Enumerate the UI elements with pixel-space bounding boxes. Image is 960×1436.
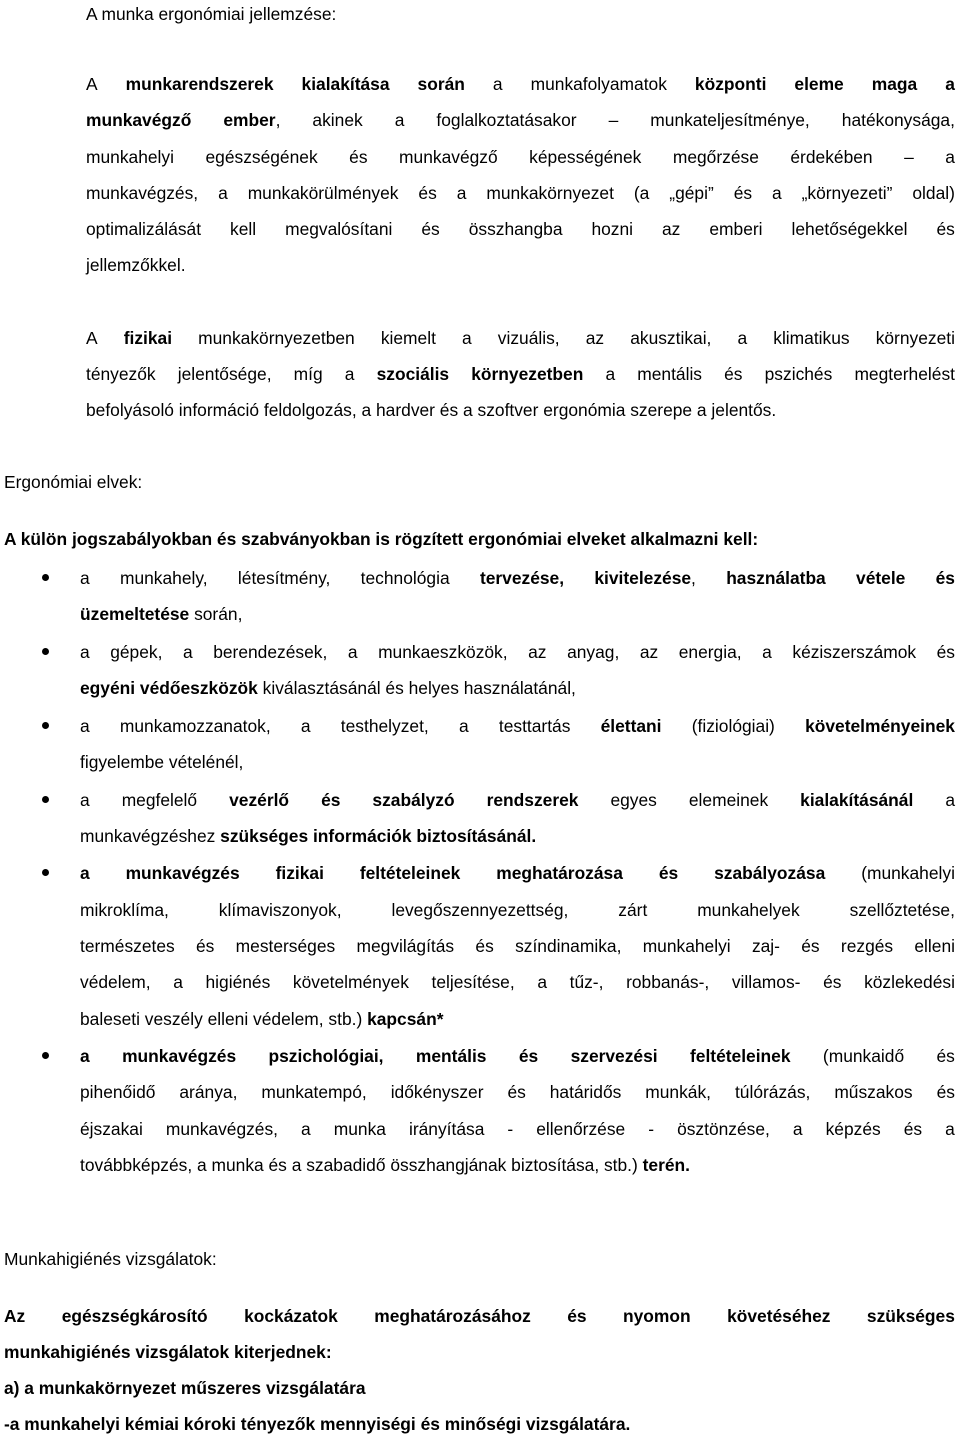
- word: a: [182, 642, 193, 662]
- word: követelményeinek: [805, 716, 955, 736]
- word: a: [80, 642, 90, 662]
- word: munkakörülmények: [247, 183, 399, 203]
- bold-text: szükséges információk biztosításánál.: [220, 826, 537, 846]
- word: A: [86, 74, 98, 94]
- paragraph-line: [86, 218, 955, 240]
- paragraph-line: [86, 254, 186, 276]
- word: határidős: [549, 1082, 622, 1102]
- text: figyelembe vételénél,: [80, 752, 244, 772]
- word: irányítása: [408, 1119, 485, 1139]
- word: védelem,: [80, 972, 151, 992]
- word: (munkaidő: [822, 1046, 905, 1066]
- word: kell: [230, 219, 257, 239]
- word: és: [196, 936, 215, 956]
- word: a: [300, 716, 311, 736]
- ergonomiai-elvek-intro: A külön jogszabályokban és szabványokban is rögzített ergonómiai elveket alkalmazni kell:: [4, 529, 759, 549]
- word: a: [344, 364, 355, 384]
- word: kiemelt: [380, 328, 436, 348]
- word: közlekedési: [864, 972, 955, 992]
- word: megőrzése: [672, 147, 759, 167]
- word: klimatikus: [773, 328, 850, 348]
- section-heading-munka-ergonomiai: A munka ergonómiai jellemzése:: [86, 4, 337, 24]
- list-item-line: [80, 899, 955, 921]
- word: (fiziológiai): [691, 716, 775, 736]
- word: feltételeinek: [690, 1046, 791, 1066]
- word: rezgés: [840, 936, 894, 956]
- word: ember,: [223, 110, 281, 130]
- word: és: [936, 219, 955, 239]
- word: és: [823, 972, 842, 992]
- bullet-icon: [42, 1052, 49, 1059]
- word: során: [417, 74, 465, 94]
- word: megfelelő: [121, 790, 198, 810]
- word: elleni: [914, 936, 955, 956]
- word: képességének: [529, 147, 642, 167]
- word: és: [935, 568, 955, 588]
- word: munkavégzés,: [165, 1119, 279, 1139]
- paragraph-line: [86, 182, 955, 204]
- word: munkamozzanatok,: [119, 716, 271, 736]
- word: munkakörnyezetben: [198, 328, 355, 348]
- word: „gépi”: [669, 183, 714, 203]
- text: során,: [189, 604, 243, 624]
- word: az: [585, 328, 605, 348]
- bold-text: üzemeltetése: [80, 604, 190, 624]
- word: meghatározása: [496, 863, 623, 883]
- word: és: [321, 790, 341, 810]
- word: munkahelyi: [642, 936, 731, 956]
- word: A: [86, 328, 98, 348]
- munkahigienes-intro-line1: [4, 1305, 955, 1327]
- bold-text: kapcsán*: [367, 1009, 444, 1029]
- word: a: [492, 74, 503, 94]
- word: higiénés: [205, 972, 271, 992]
- word: és: [418, 183, 437, 203]
- word: munka: [333, 1119, 386, 1139]
- word: munkahelyi: [86, 147, 174, 167]
- word: az: [528, 642, 547, 662]
- bold-text: terén.: [642, 1155, 690, 1175]
- word: és: [903, 1119, 923, 1139]
- word: és: [518, 1046, 539, 1066]
- list-item-line: [80, 1118, 955, 1140]
- word: érdekében: [790, 147, 873, 167]
- text: továbbképzés, a munka és a szabadidő összhangjának biztosítása, stb.): [80, 1155, 643, 1175]
- word: a: [80, 863, 90, 883]
- list-item-line: [80, 1154, 690, 1176]
- word: az: [662, 219, 681, 239]
- word: anyag,: [567, 642, 620, 662]
- word: megterhelést: [854, 364, 955, 384]
- word: (a: [633, 183, 650, 203]
- word: és: [733, 183, 753, 203]
- list-item-line: [80, 935, 955, 957]
- list-item-line: [80, 567, 955, 589]
- word: kéziszerszámok: [792, 642, 917, 662]
- paragraph-line: [86, 73, 955, 95]
- word: és: [936, 1082, 955, 1102]
- word: pihenőidő: [80, 1082, 156, 1102]
- word: -: [648, 1119, 655, 1139]
- word: és: [421, 219, 440, 239]
- word: nyomon: [623, 1306, 691, 1326]
- word: villamos-: [731, 972, 801, 992]
- word: elemeinek: [688, 790, 769, 810]
- list-item-line: [80, 641, 955, 663]
- text: jellemzőkkel.: [86, 255, 186, 275]
- word: a: [80, 716, 90, 736]
- word: mentális: [415, 1046, 487, 1066]
- word: kialakításánál: [800, 790, 914, 810]
- word: feltételeinek: [359, 863, 461, 883]
- word: eleme: [794, 74, 844, 94]
- paragraph-line: [86, 399, 776, 421]
- word: ellenőrzése: [536, 1119, 626, 1139]
- word: pszichológiai,: [268, 1046, 384, 1066]
- word: munkatempó,: [261, 1082, 367, 1102]
- word: a: [945, 147, 955, 167]
- section-heading-ergonomiai-elvek: Ergonómiai elvek:: [4, 472, 143, 492]
- word: jelentősége,: [177, 364, 272, 384]
- list-item-line: [80, 1081, 955, 1103]
- word: a: [458, 716, 469, 736]
- word: túlórázás,: [734, 1082, 811, 1102]
- word: vizuális,: [497, 328, 560, 348]
- word: szükséges: [866, 1306, 955, 1326]
- word: míg: [293, 364, 323, 384]
- list-item-line: [80, 789, 955, 811]
- word: mikroklíma,: [80, 900, 169, 920]
- word: tűz-,: [569, 972, 604, 992]
- word: központi: [694, 74, 767, 94]
- word: munkakörnyezet: [486, 183, 614, 203]
- word: gépek,: [110, 642, 163, 662]
- word: munkavégzés: [125, 863, 240, 883]
- word: tervezése,: [479, 568, 565, 588]
- word: időkényszer: [390, 1082, 484, 1102]
- word: a: [80, 1046, 90, 1066]
- word: munkahelyek: [697, 900, 800, 920]
- word: létesítmény,: [237, 568, 331, 588]
- word: akusztikai,: [630, 328, 712, 348]
- word: kockázatok: [244, 1306, 338, 1326]
- munkahigienes-item-a: a) a munkakörnyezet műszeres vizsgálatára: [4, 1378, 366, 1398]
- list-item-line: [80, 825, 536, 847]
- bullet-icon: [42, 574, 49, 581]
- word: a: [394, 110, 405, 130]
- section-heading-munkahigienes: Munkahigiénés vizsgálatok:: [4, 1249, 217, 1269]
- bullet-icon: [42, 869, 49, 876]
- word: kialakítása: [301, 74, 390, 94]
- word: a: [945, 790, 955, 810]
- text: befolyásoló információ feldolgozás, a hardver és a szoftver ergonómia szerepe a jelentős.: [86, 400, 777, 420]
- word: meghatározásához: [374, 1306, 531, 1326]
- word: munkateljesítménye,: [650, 110, 810, 130]
- word: munkavégző: [86, 110, 192, 130]
- word: szervezési: [570, 1046, 658, 1066]
- word: foglalkoztatásakor: [436, 110, 577, 130]
- word: munkák,: [645, 1082, 711, 1102]
- word: szabályzó: [372, 790, 455, 810]
- word: fizikai: [275, 863, 324, 883]
- word: testtartás: [498, 716, 571, 736]
- word: munkarendszerek: [125, 74, 274, 94]
- word: szellőztetése,: [849, 900, 955, 920]
- word: munkahely,: [119, 568, 208, 588]
- word: egyes: [610, 790, 657, 810]
- word: (munkahelyi: [861, 863, 955, 883]
- word: egészségkárosító: [61, 1306, 208, 1326]
- word: a: [80, 568, 90, 588]
- word: emberi: [709, 219, 763, 239]
- text: baleseti veszély elleni védelem, stb.): [80, 1009, 368, 1029]
- word: éjszakai: [80, 1119, 143, 1139]
- word: fizikai: [123, 328, 173, 348]
- word: munkavégzés,: [86, 183, 199, 203]
- word: levegőszennyezettség,: [391, 900, 569, 920]
- word: és: [936, 642, 955, 662]
- word: Az: [4, 1306, 26, 1326]
- word: munkavégző: [399, 147, 498, 167]
- paragraph-line: [86, 327, 955, 349]
- word: zaj-: [751, 936, 780, 956]
- word: a: [462, 328, 472, 348]
- word: követelmények: [292, 972, 409, 992]
- word: aránya,: [179, 1082, 238, 1102]
- word: a: [945, 74, 955, 94]
- word: hatékonysága,: [841, 110, 955, 130]
- list-item-line: [80, 715, 955, 737]
- munkahigienes-intro-line2: munkahigiénés vizsgálatok kiterjednek:: [4, 1342, 332, 1362]
- word: és: [507, 1082, 526, 1102]
- list-item-line: [80, 677, 576, 699]
- word: a: [772, 183, 782, 203]
- word: lehetőségekkel: [791, 219, 908, 239]
- word: műszakos: [834, 1082, 913, 1102]
- word: vétele: [856, 568, 906, 588]
- word: berendezések,: [213, 642, 328, 662]
- word: technológia: [360, 568, 450, 588]
- word: a: [737, 328, 748, 348]
- word: a: [792, 1119, 803, 1139]
- text: kiválasztásánál és helyes használatánál,: [257, 678, 576, 698]
- word: optimalizálását: [86, 219, 202, 239]
- bullet-icon: [42, 722, 49, 729]
- paragraph-line: [86, 363, 955, 385]
- word: oldal): [912, 183, 955, 203]
- word: és: [658, 863, 679, 883]
- word: mentális: [637, 364, 703, 384]
- word: akinek: [312, 110, 363, 130]
- paragraph-line: [86, 146, 955, 168]
- bold-text: egyéni védőeszközök: [80, 678, 258, 698]
- list-item-line: [80, 1045, 955, 1067]
- word: a: [173, 972, 183, 992]
- word: klímaviszonyok,: [218, 900, 342, 920]
- list-item-line: [80, 862, 955, 884]
- word: vezérlő: [229, 790, 290, 810]
- word: egészségének: [205, 147, 318, 167]
- word: pszichés: [764, 364, 833, 384]
- word: energia,: [678, 642, 742, 662]
- list-item-line: [80, 1008, 443, 1030]
- word: szociális: [376, 364, 450, 384]
- word: összhangba: [468, 219, 563, 239]
- word: megvalósítani: [285, 219, 393, 239]
- word: munkavégzés: [122, 1046, 237, 1066]
- word: kivitelezése,: [594, 568, 696, 588]
- word: és: [724, 364, 743, 384]
- word: a: [605, 364, 616, 384]
- munkahigienes-item-b: -a munkahelyi kémiai kóroki tényezők mennyiségi és minőségi vizsgálatára.: [4, 1414, 631, 1434]
- word: munkaeszközök,: [378, 642, 508, 662]
- word: teljesítése,: [431, 972, 515, 992]
- word: és: [801, 936, 820, 956]
- word: környezeti: [875, 328, 955, 348]
- word: hozni: [591, 219, 634, 239]
- list-item-line: [80, 971, 955, 993]
- word: és: [567, 1306, 587, 1326]
- word: zárt: [618, 900, 648, 920]
- word: a: [218, 183, 228, 203]
- word: -: [507, 1119, 514, 1139]
- word: követéséhez: [727, 1306, 831, 1326]
- word: és: [349, 147, 368, 167]
- word: mesterséges: [235, 936, 336, 956]
- word: képzés: [825, 1119, 881, 1139]
- word: és: [475, 936, 494, 956]
- word: színdinamika,: [515, 936, 622, 956]
- word: használatba: [726, 568, 826, 588]
- word: –: [608, 110, 619, 130]
- list-item-line: [80, 603, 242, 625]
- word: robbanás-,: [626, 972, 710, 992]
- word: az: [639, 642, 659, 662]
- word: tényezők: [86, 364, 156, 384]
- paragraph-line: [86, 109, 955, 131]
- word: testhelyzet,: [340, 716, 429, 736]
- word: a: [80, 790, 90, 810]
- word: –: [904, 147, 914, 167]
- word: szabályozása: [714, 863, 826, 883]
- word: maga: [871, 74, 918, 94]
- word: és: [936, 1046, 955, 1066]
- word: a: [301, 1119, 311, 1139]
- text: munkavégzéshez: [80, 826, 221, 846]
- word: a: [945, 1119, 955, 1139]
- list-item-line: [80, 751, 243, 773]
- word: környezetben: [471, 364, 584, 384]
- word: „környezeti”: [801, 183, 893, 203]
- word: a: [537, 972, 547, 992]
- word: munkafolyamatok: [530, 74, 667, 94]
- word: megvilágítás: [356, 936, 455, 956]
- word: a: [762, 642, 772, 662]
- word: a: [456, 183, 467, 203]
- word: élettani: [600, 716, 662, 736]
- bullet-icon: [42, 796, 49, 803]
- word: természetes: [80, 936, 175, 956]
- word: rendszerek: [486, 790, 579, 810]
- word: ösztönzése,: [677, 1119, 770, 1139]
- bullet-icon: [42, 648, 49, 655]
- word: a: [347, 642, 358, 662]
